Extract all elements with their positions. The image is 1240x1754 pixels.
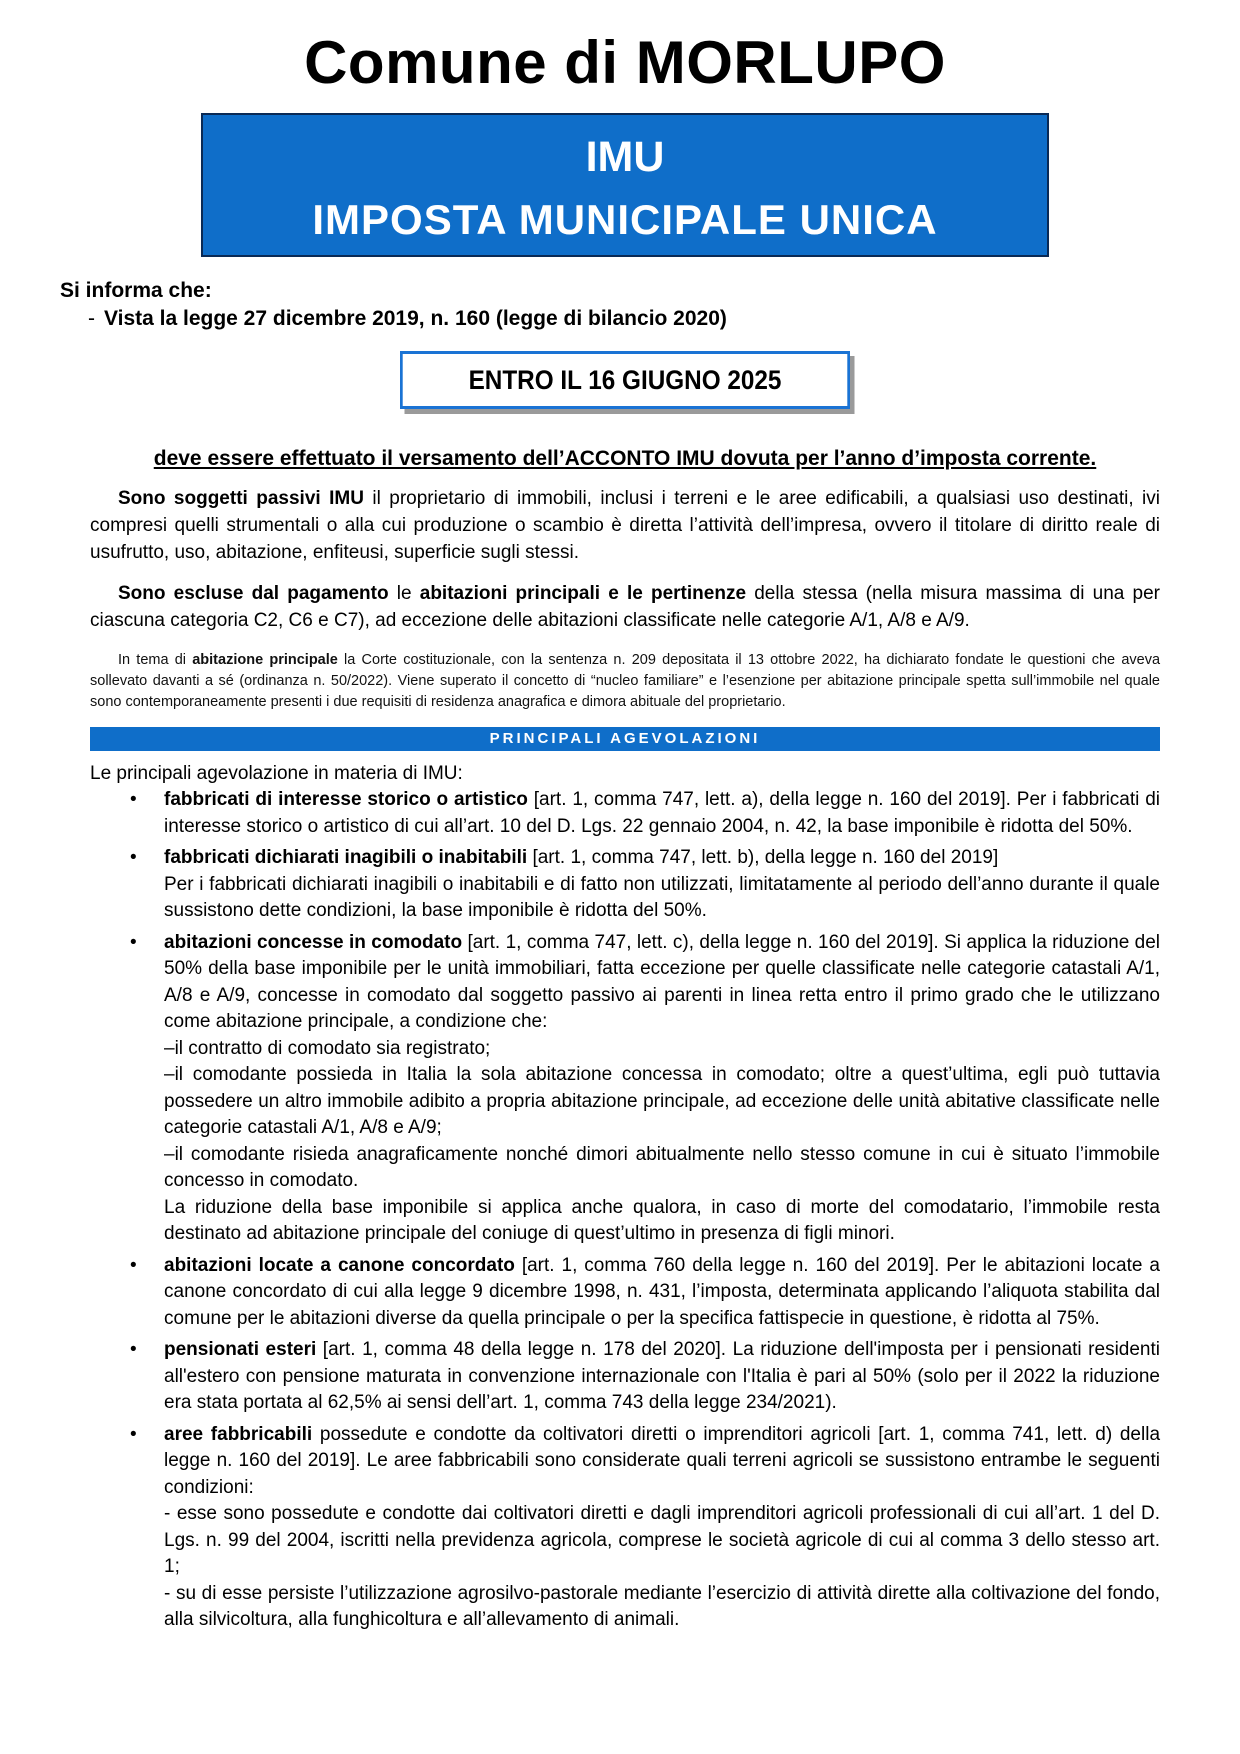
bullet-marker: • bbox=[130, 847, 137, 868]
payment-notice: deve essere effettuato il versamento dell’ACCONTO IMU dovuta per l’anno d’imposta corrente. bbox=[153, 447, 1097, 470]
paragraph-bold: abitazione principale bbox=[192, 652, 338, 668]
agevolazioni-list bbox=[90, 787, 1160, 1634]
item-title: pensionati esteri bbox=[164, 1339, 317, 1360]
item-subtext: Per i fabbricati dichiarati inagibili o inabitabili e di fatto non utilizzati, limitatamente al periodo dell’anno durante il quale sussistono dette condizioni, la base imponibile è ridotta del 50%. bbox=[164, 873, 1160, 921]
paragraph-text: la Corte costituzionale, con la sentenza n. 209 depositata il 13 ottobre 2022, ha dichiarato fondate le questioni che aveva sollevato davanti a sé (ordinanza n. 50/2022). Viene superato il concetto di “nucleo familiare” e l’esenzione per abitazione principale spetta sull’immobile nel quale sono contemporaneamente presenti i due requisiti di residenza anagrafica e dimora abituale del proprietario. bbox=[90, 652, 1161, 710]
item-text: [art. 1, comma 747, lett. b), della legge n. 160 del 2019] bbox=[527, 847, 999, 868]
paragraph-bold: abitazioni principali e le pertinenze bbox=[419, 583, 747, 604]
item-text: possedute e condotte da coltivatori diretti o imprenditori agricoli [art. 1, comma 741, lett. d) della legge n. 160 del 2019]. Le aree fabbricabili sono considerate quali terreni agricoli se sussistono entrambe le seguenti condizioni: bbox=[164, 1423, 1161, 1498]
banner-line-2: IMPOSTA MUNICIPALE UNICA bbox=[312, 196, 938, 243]
list-item bbox=[90, 1422, 1160, 1634]
paragraph-text: le bbox=[388, 583, 420, 604]
item-text: [art. 1, comma 747, lett. c), della legge n. 160 del 2019]. Si applica la riduzione del 50% della base imponibile per le unità immobiliari, fatta eccezione per quelle classificate nelle categorie catastali A/1, A/8 e A/9, concesse in comodato dal soggetto passivo ai parenti in linea retta entro il primo grado che le utilizzano come abitazione principale, a condizione che: bbox=[164, 931, 1161, 1032]
paragraph-esclusioni bbox=[90, 580, 1160, 634]
item-subtext: La riduzione della base imponibile si applica anche qualora, in caso di morte del comodatario, l’immobile resta destinato ad abitazione principale del coniuge di quest’ultimo in presenza di figli minori. bbox=[164, 1196, 1160, 1244]
law-reference bbox=[60, 307, 1160, 331]
bullet-marker: • bbox=[130, 789, 137, 810]
item-subtext: - su di esse persiste l’utilizzazione agrosilvo-pastorale mediante l’esercizio di attività dirette alla coltivazione del fondo, alla silvicoltura, alla funghicoltura e all’allevamento di animali. bbox=[164, 1582, 1160, 1630]
list-item bbox=[90, 930, 1160, 1248]
paragraph-corte-costituzionale bbox=[90, 650, 1160, 713]
bullet-marker: • bbox=[130, 1423, 137, 1445]
item-subtext: –il comodante risieda anagraficamente nonché dimori abitualmente nello stesso comune in cui è situato l’immobile concesso in comodato. bbox=[164, 1143, 1160, 1191]
bullet-marker: • bbox=[130, 1339, 137, 1360]
bullet-marker: • bbox=[130, 1254, 137, 1276]
inform-heading: Si informa che: bbox=[60, 279, 212, 302]
paragraph-bold: Sono soggetti passivi IMU bbox=[118, 488, 364, 509]
list-item bbox=[90, 845, 1160, 925]
imu-title-banner bbox=[201, 113, 1049, 257]
item-subtext: –il contratto di comodato sia registrato; bbox=[164, 1037, 491, 1059]
item-subtext: - esse sono possedute e condotte dai coltivatori diretti e dagli imprenditori agricoli professionali di cui all’art. 1 del D. Lgs. n. 99 del 2004, iscritti nella previdenza agricola, comprese le società agricole di cui al comma 3 dello stesso art. 1; bbox=[164, 1503, 1160, 1577]
item-title: aree fabbricabili bbox=[164, 1423, 313, 1445]
item-title: fabbricati dichiarati inagibili o inabitabili bbox=[164, 847, 528, 868]
paragraph-text: In tema di bbox=[118, 652, 193, 668]
item-title: abitazioni concesse in comodato bbox=[164, 931, 463, 953]
list-item bbox=[90, 1337, 1160, 1417]
municipality-title: Comune di MORLUPO bbox=[304, 29, 946, 96]
item-text: [art. 1, comma 760 della legge n. 160 del 2019]. Per le abitazioni locate a canone concordato di cui alla legge 9 dicembre 1998, n. 431, l’imposta, determinata applicando l’aliquota stabilita dal comune per le abitazioni diverse da quella principale o per la specifica fattispecie in questione, è ridotta al 75%. bbox=[164, 1254, 1160, 1329]
list-item bbox=[90, 1253, 1160, 1333]
dash-marker: - bbox=[88, 307, 95, 330]
paragraph-text: della stessa (nella misura massima di una per ciascuna categoria C2, C6 e C7), ad eccezione delle abitazioni classificate nelle categorie A/1, A/8 e A/9. bbox=[90, 583, 1161, 631]
paragraph-text: il proprietario di immobili, inclusi i terreni e le aree edificabili, a qualsiasi uso destinati, ivi compresi quelli strumentali o alla cui produzione o scambio è diretta l’attività dell’impresa, ovvero il titolare di diritto reale di usufrutto, uso, abitazione, enfiteusi, superficie sugli stessi. bbox=[90, 488, 1160, 563]
paragraph-soggetti-passivi bbox=[90, 485, 1160, 566]
law-text: Vista la legge 27 dicembre 2019, n. 160 (legge di bilancio 2020) bbox=[104, 307, 727, 330]
item-text: [art. 1, comma 747, lett. a), della legge n. 160 del 2019]. Per i fabbricati di interesse storico o artistico di cui all’art. 10 del D. Lgs. 22 gennaio 2004, n. 42, la base imponibile è ridotta del 50%. bbox=[164, 789, 1160, 837]
list-item bbox=[90, 787, 1160, 840]
item-text: [art. 1, comma 48 della legge n. 178 del 2020]. La riduzione dell'imposta per i pensionati residenti all'estero con pensione maturata in convenzione internazionale con l'Italia è pari al 50% (solo per il 2022 la riduzione era stata portata al 62,5% ai sensi dell’art. 1, comma 743 della legge 234/2021). bbox=[164, 1339, 1160, 1413]
item-title: fabbricati di interesse storico o artistico bbox=[164, 789, 528, 810]
section-intro: Le principali agevolazione in materia di IMU: bbox=[90, 763, 463, 784]
banner-line-1: IMU bbox=[585, 133, 665, 181]
item-title: abitazioni locate a canone concordato bbox=[164, 1254, 515, 1276]
item-subtext: –il comodante possieda in Italia la sola abitazione concessa in comodato; oltre a quest’ultima, egli può tuttavia possedere un altro immobile adibito a propria abitazione principale, ad eccezione delle unità abitative classificate nelle categorie catastali A/1, A/8 e A/9; bbox=[164, 1064, 1160, 1138]
paragraph-bold: Sono escluse dal pagamento bbox=[118, 583, 389, 604]
bullet-marker: • bbox=[130, 931, 137, 953]
section-header-agevolazioni: PRINCIPALI AGEVOLAZIONI bbox=[90, 727, 1160, 751]
deadline-box: ENTRO IL 16 GIUGNO 2025 bbox=[400, 351, 850, 409]
document-page bbox=[60, 0, 1161, 1639]
